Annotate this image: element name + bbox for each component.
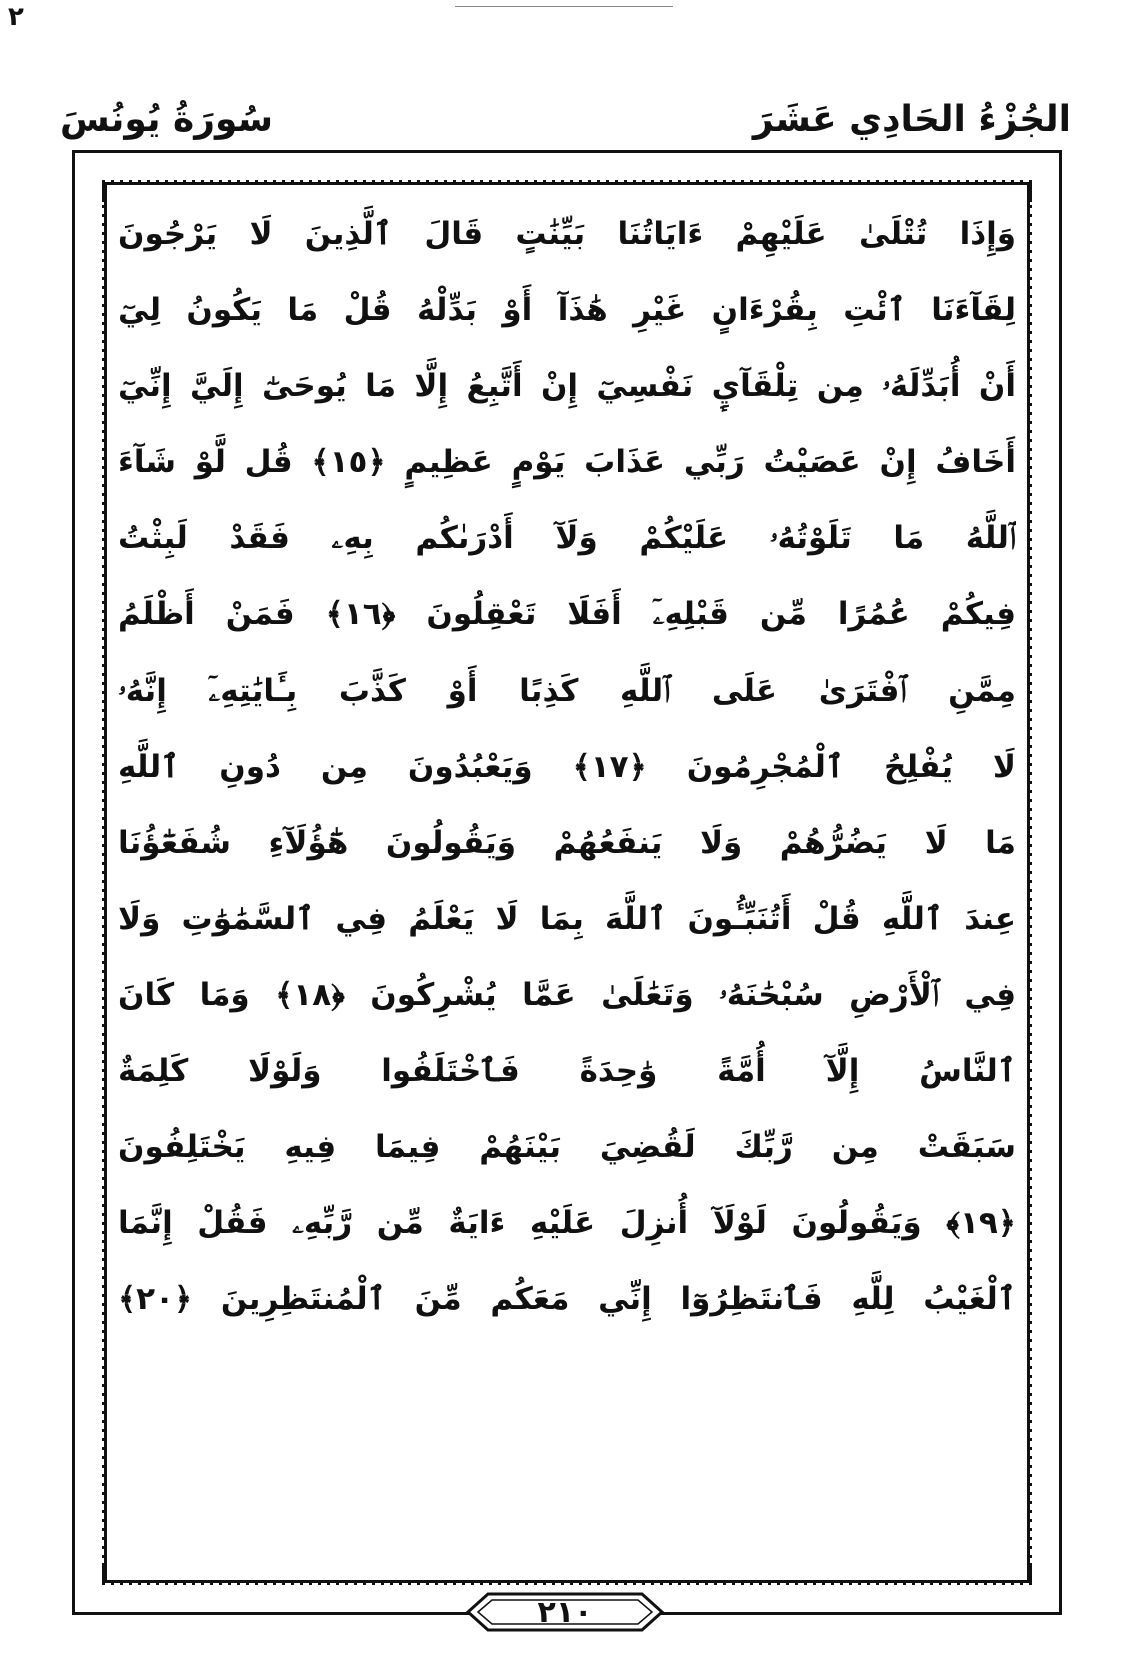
text-line-8: لَا يُفْلِحُ ٱلْمُجْرِمُونَ ﴿١٧﴾ وَيَعْبُدُونَ مِن دُونِ ٱللَّهِ <box>118 748 1016 785</box>
text-line-13: سَبَقَتْ مِن رَّبِّكَ لَقُضِيَ بَيْنَهُمْ فِيمَا فِيهِ يَخْتَلِفُونَ <box>118 1129 1016 1166</box>
text-line-2: لِقَآءَنَا ٱئْتِ بِقُرْءَانٍ غَيْرِ هَٰذَآ أَوْ بَدِّلْهُ قُلْ مَا يَكُونُ لِيٓ <box>118 292 1016 329</box>
text-line-12: ٱلنَّاسُ إِلَّآ أُمَّةً وَٰحِدَةً فَٱخْتَلَفُوا وَلَوْلَا كَلِمَةٌ <box>118 1053 1016 1090</box>
page-number-cartouche <box>460 1590 670 1634</box>
text-line-7: مِمَّنِ ٱفْتَرَىٰ عَلَى ٱللَّهِ كَذِبًا أَوْ كَذَّبَ بِـَٔايَٰتِهِۦٓ إِنَّهُۥ <box>118 672 1016 709</box>
text-line-5: ٱللَّهُ مَا تَلَوْتُهُۥ عَلَيْكُمْ وَلَآ أَدْرَىٰكُم بِهِۦ فَقَدْ لَبِثْتُ <box>118 520 1016 557</box>
text-line-10: عِندَ ٱللَّهِ قُلْ أَتُنَبِّـُٔونَ ٱللَّهَ بِمَا لَا يَعْلَمُ فِي ٱلسَّمَٰوَٰتِ وَلَا <box>118 900 1016 937</box>
quran-text-block <box>118 196 1016 1566</box>
page-number: ٢١٠ <box>537 1594 593 1630</box>
text-line-15: ٱلْغَيْبُ لِلَّهِ فَٱنتَظِرُوٓا إِنِّي مَعَكُم مِّنَ ٱلْمُنتَظِرِينَ ﴿٢٠﴾ <box>118 1281 1016 1318</box>
text-line-14: ﴿١٩﴾ وَيَقُولُونَ لَوْلَآ أُنزِلَ عَلَيْهِ ءَايَةٌ مِّن رَّبِّهِۦ فَقُلْ إِنَّمَا <box>118 1205 1016 1242</box>
corner-mark: ٢ <box>8 2 24 32</box>
text-line-1: وَإِذَا تُتْلَىٰ عَلَيْهِمْ ءَايَاتُنَا بَيِّنَٰتٍ قَالَ ٱلَّذِينَ لَا يَرْجُونَ <box>118 216 1016 252</box>
text-line-9: مَا لَا يَضُرُّهُمْ وَلَا يَنفَعُهُمْ وَيَقُولُونَ هَٰٓؤُلَآءِ شُفَعَٰٓؤُنَا <box>118 824 1016 861</box>
text-line-3: أَنْ أُبَدِّلَهُۥ مِن تِلْقَآيِٕ نَفْسِيٓ إِنْ أَتَّبِعُ إِلَّا مَا يُوحَىٰٓ إِلَيَّ إِنِّيٓ <box>118 368 1016 405</box>
top-rule <box>455 6 673 7</box>
text-line-4: أَخَافُ إِنْ عَصَيْتُ رَبِّي عَذَابَ يَوْمٍ عَظِيمٍ ﴿١٥﴾ قُل لَّوْ شَآءَ <box>118 444 1016 481</box>
text-line-6: فِيكُمْ عُمُرًا مِّن قَبْلِهِۦٓ أَفَلَا تَعْقِلُونَ ﴿١٦﴾ فَمَنْ أَظْلَمُ <box>118 596 1016 633</box>
text-line-11: فِي ٱلْأَرْضِ سُبْحَٰنَهُۥ وَتَعَٰلَىٰ عَمَّا يُشْرِكُونَ ﴿١٨﴾ وَمَا كَانَ <box>118 976 1016 1013</box>
juz-title: الجُزْءُ الحَادِي عَشَرَ <box>752 99 1071 140</box>
surah-title: سُورَةُ يُونُسَ <box>60 99 273 140</box>
